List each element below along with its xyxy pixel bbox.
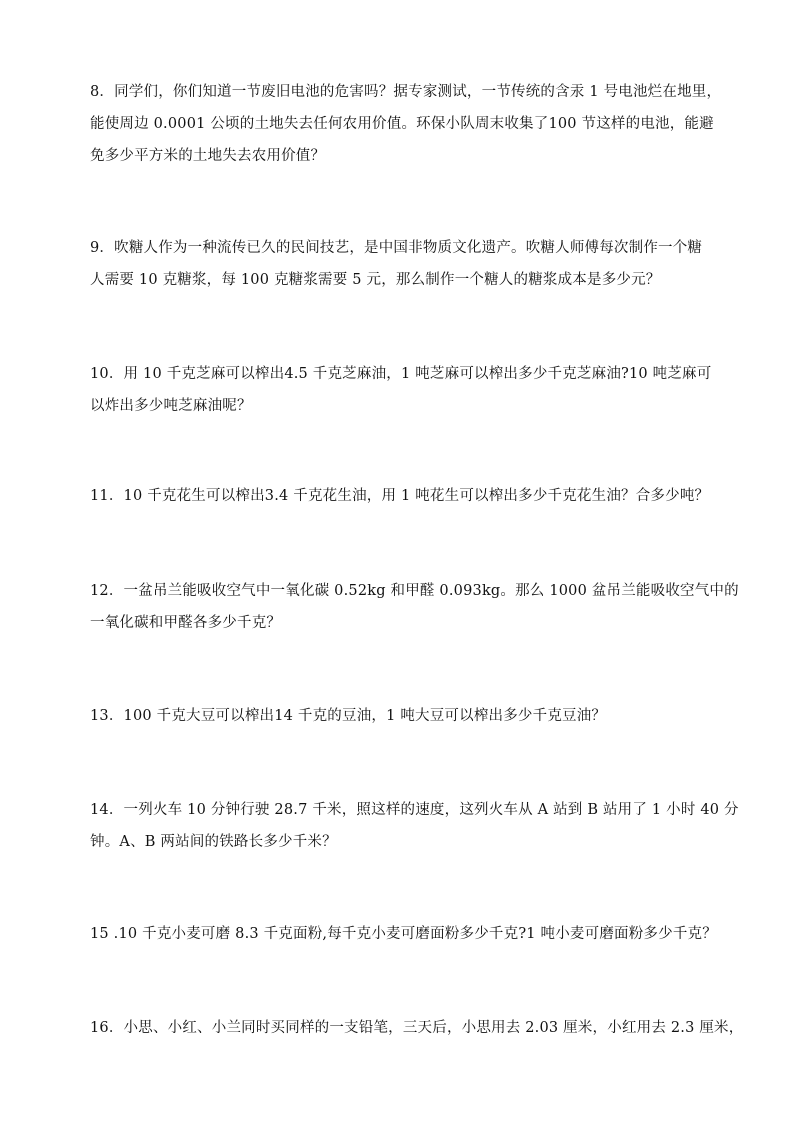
problem-8 [90, 76, 722, 172]
problem-12-line-2: 一氧化碳和甲醛各多少千克？ [90, 615, 282, 631]
problem-13-line-1: 13．100 千克大豆可以榨出14 千克的豆油，1 吨大豆可以榨出多少千克豆油？ [90, 708, 607, 724]
problem-14-line-1: 14．一列火车 10 分钟行驶 28.7 千米，照这样的速度，这列火车从 A 站到 B 站用了 1 小时 40 分 [90, 802, 739, 818]
problem-16 [90, 1012, 744, 1044]
problem-8-line-2: 能使周边 0.0001 公顷的土地失去任何农用价值。环保小队周末收集了100 节这样的电池，能避 [90, 116, 714, 132]
problem-15 [90, 918, 717, 950]
problem-13 [90, 700, 710, 732]
problem-10 [90, 358, 710, 422]
problem-9-line-2: 人需要 10 克糖浆，每 100 克糖浆需要 5 元，那么制作一个糖人的糖浆成本是多少元？ [90, 272, 661, 288]
problem-9-line-1: 9．吹糖人作为一种流传已久的民间技艺，是中国非物质文化遗产。吹糖人师傅每次制作一个糖 [90, 240, 703, 256]
problem-9 [90, 232, 710, 296]
problem-10-line-1: 10．用 10 千克芝麻可以榨出4.5 千克芝麻油，1 吨芝麻可以榨出多少千克芝麻油?10 吨芝麻可 [90, 366, 712, 382]
problem-12-line-1: 12．一盆吊兰能吸收空气中一氧化碳 0.52kg 和甲醛 0.093kg。那么 1000 盆吊兰能吸收空气中的 [90, 583, 739, 599]
problem-14 [90, 794, 739, 858]
problem-11-line-1: 11．10 千克花生可以榨出3.4 千克花生油，用 1 吨花生可以榨出多少千克花生油？合多少吨？ [90, 488, 710, 504]
problem-15-line-1: 15 .10 千克小麦可磨 8.3 千克面粉,每千克小麦可磨面粉多少千克?1 吨小麦可磨面粉多少千克？ [90, 926, 717, 942]
problem-8-line-3: 免多少平方米的土地失去农用价值？ [90, 148, 326, 164]
problem-11 [90, 480, 710, 512]
problem-16-line-1: 16．小思、小红、小兰同时买同样的一支铅笔，三天后，小思用去 2.03 厘米，小红用去 2.3 厘米， [90, 1020, 744, 1036]
problem-10-line-2: 以炸出多少吨芝麻油呢？ [90, 398, 252, 414]
problem-12 [90, 575, 739, 639]
problem-14-line-2: 钟。A、B 两站间的铁路长多少千米？ [90, 834, 337, 850]
problem-8-line-1: 8．同学们，你们知道一节废旧电池的危害吗？据专家测试，一节传统的含汞 1 号电池烂在地里， [90, 84, 722, 100]
